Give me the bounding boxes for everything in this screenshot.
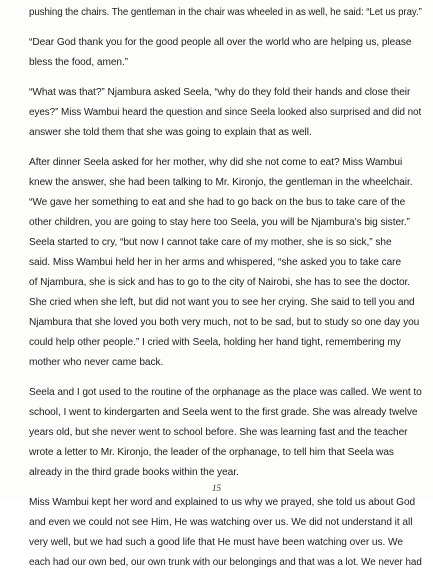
paragraph xyxy=(29,83,421,143)
text-line: Seela and I got used to the routine of the orphanage as the place was called. We went to xyxy=(29,387,422,398)
paragraph xyxy=(29,493,421,573)
text-line: school, I went to kindergarten and Seela went to the first grade. She was already twelve xyxy=(29,407,418,418)
text-line: already in the third grade books within the year. xyxy=(29,467,239,478)
text-line: wrote a letter to Mr. Kironjo, the leader of the orphanage, to tell him that Seela was xyxy=(29,447,394,458)
text-line: years old, but she never went to school before. She was learning fast and the teacher xyxy=(29,427,408,438)
text-line: “Dear God thank you for the good people all over the world who are helping us, please xyxy=(29,37,412,48)
text-line: could help other people.” I cried with Seela, holding her hand tight, remembering my xyxy=(29,337,401,348)
text-line: “What was that?” Njambura asked Seela, “why do they fold their hands and close their xyxy=(29,87,411,98)
text-line: very well, but we had such a good life that He must have been watching over us. We xyxy=(29,537,403,548)
page-number: 15 xyxy=(212,483,221,493)
paragraph xyxy=(29,3,421,23)
text-line: mother who never came back. xyxy=(29,357,164,368)
text-line: Njambura that she loved you both very much, not to be sad, but to study so one day you xyxy=(29,317,420,328)
text-line: each had our own bed, our own trunk with our belongings and that was a lot. We never had xyxy=(29,557,422,568)
text-line: eyes?” Miss Wambui heard the question and since Seela looked also surprised and did not xyxy=(29,107,422,118)
paragraph xyxy=(29,153,421,373)
paragraph xyxy=(29,383,421,483)
text-line: knew the answer, she had been talking to Mr. Kironjo, the gentleman in the wheelchair. xyxy=(29,177,413,188)
text-line: and even we could not see Him, He was watching over us. We did not understand it all xyxy=(29,517,413,528)
paragraph xyxy=(29,33,421,73)
text-line: answer she told them that she was going to explain that as well. xyxy=(29,127,312,138)
text-line: of Njambura, she is sick and has to go to the city of Nairobi, she has to see the doctor. xyxy=(29,277,411,288)
text-line: pushing the chairs. The gentleman in the chair was wheeled in as well, he said: “Let us pray.” xyxy=(29,7,422,18)
text-line: other children, you are going to stay here too Seela, you will be Njambura’s big sister.” xyxy=(29,217,410,228)
text-line: Seela started to cry, “but now I cannot take care of my mother, she is so sick,” she xyxy=(29,237,392,248)
text-line: “We gave her something to eat and she had to go back on the bus to take care of the xyxy=(29,197,406,208)
text-line: After dinner Seela asked for her mother, why did she not come to eat? Miss Wambui xyxy=(29,157,403,168)
text-line: bless the food, amen.” xyxy=(29,57,129,68)
text-line: said. Miss Wambui held her in her arms and whispered, “she asked you to take care xyxy=(29,257,402,268)
text-line: She cried when she left, but did not want you to see her crying. She said to tell you and xyxy=(29,297,415,308)
text-line: Miss Wambui kept her word and explained to us why we prayed, she told us about God xyxy=(29,497,416,508)
